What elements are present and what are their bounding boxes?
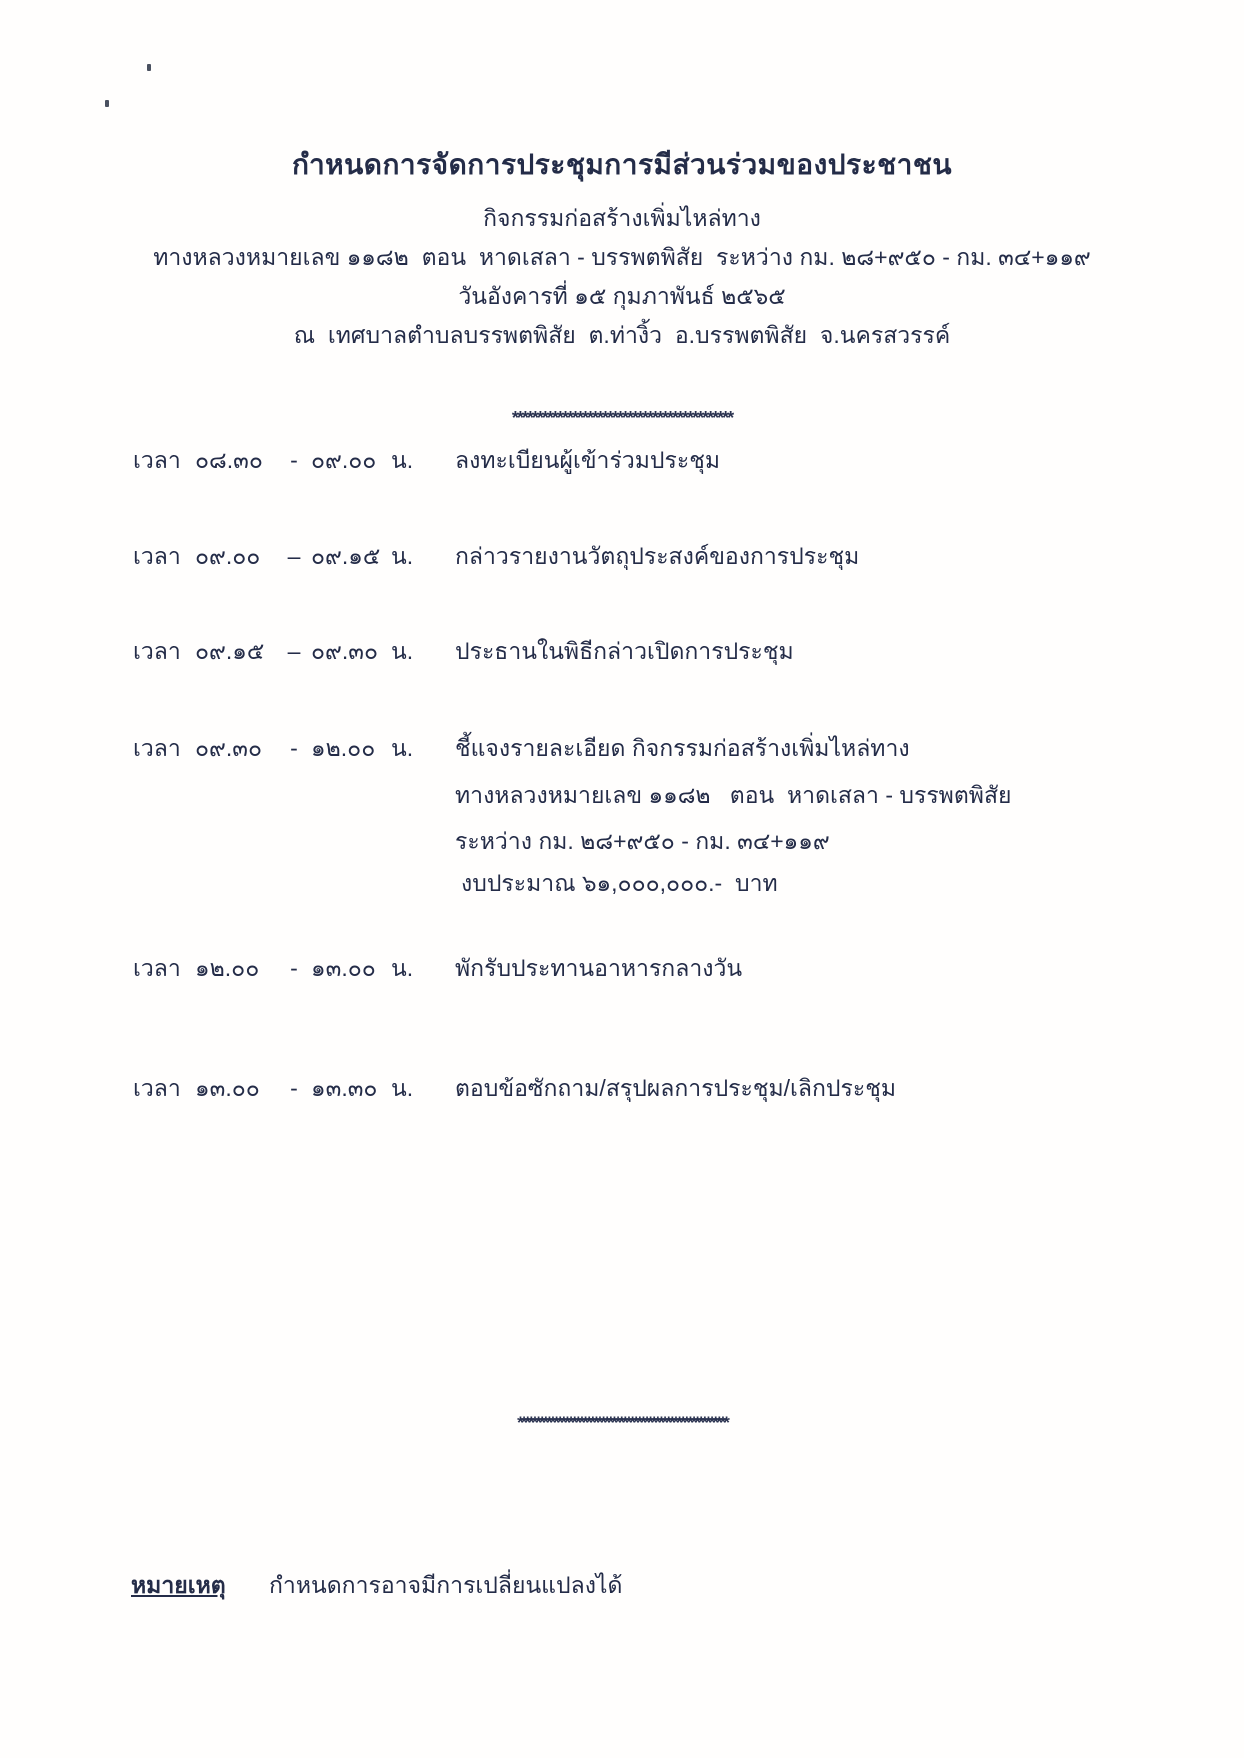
end-time: ๐๙.๑๕ (311, 543, 381, 569)
time-dash: – (287, 543, 301, 569)
time-label: เวลา (133, 955, 181, 981)
end-time: ๑๓.๓๐ (311, 1075, 378, 1101)
header-date-line: วันอังคารที่ ๑๕ กุมภาพันธ์ ๒๕๖๕ (458, 283, 786, 309)
unit-label: น. (391, 735, 414, 761)
time-label: เวลา (133, 735, 181, 761)
start-time: ๑๒.๐๐ (195, 955, 260, 981)
header-route-line: ทางหลวงหมายเลข ๑๑๘๒ ตอน หาดเสลา - บรรพตพิสัย ระหว่าง กม. ๒๘+๙๕๐ - กม. ๓๔+๑๑๙ (153, 244, 1091, 270)
start-time: ๐๙.๓๐ (195, 735, 263, 761)
activity-text: ตอบข้อซักถาม/สรุปผลการประชุม/เลิกประชุม (455, 1075, 896, 1101)
note-label: หมายเหตุ (131, 1572, 226, 1598)
time-label: เวลา (133, 638, 181, 664)
schedule-row-4 (133, 731, 1214, 767)
time-dash: - (290, 1075, 298, 1101)
separator-top: ******************************************** (511, 408, 733, 428)
activity-text: พักรับประทานอาหารกลางวัน (455, 955, 743, 981)
start-time: ๑๓.๐๐ (195, 1075, 260, 1101)
schedule-row-1 (133, 443, 1214, 479)
activity-text: ประธานในพิธีกล่าวเปิดการประชุม (455, 638, 794, 664)
time-label: เวลา (133, 1075, 181, 1101)
unit-label: น. (391, 1075, 414, 1101)
activity-detail-line: ทางหลวงหมายเลข ๑๑๘๒ ตอน หาดเสลา - บรรพตพิสัย (455, 782, 1012, 808)
time-label: เวลา (133, 543, 181, 569)
unit-label: น. (391, 543, 414, 569)
activity-text: ลงทะเบียนผู้เข้าร่วมประชุม (455, 447, 720, 473)
activity-detail-line: งบประมาณ ๖๑,๐๐๐,๐๐๐.- บาท (461, 870, 778, 896)
activity-detail-line: ระหว่าง กม. ๒๘+๙๕๐ - กม. ๓๔+๑๑๙ (455, 828, 830, 854)
end-time: ๑๒.๐๐ (311, 735, 376, 761)
time-dash: – (287, 638, 301, 664)
scan-speck (147, 64, 151, 71)
scan-speck (105, 100, 109, 107)
header-subtitle: กิจกรรมก่อสร้างเพิ่มไหล่ทาง (483, 205, 761, 231)
time-label: เวลา (133, 447, 181, 473)
page-title: กำหนดการจัดการประชุมการมีส่วนร่วมของประชาชน (292, 149, 952, 180)
start-time: ๐๙.๑๕ (195, 638, 265, 664)
separator-bottom: ********************************************************** (517, 1413, 727, 1432)
end-time: ๑๓.๐๐ (311, 955, 376, 981)
unit-label: น. (391, 955, 414, 981)
end-time: ๐๙.๓๐ (311, 638, 379, 664)
schedule-row-5 (133, 951, 1214, 987)
schedule-row-6 (133, 1071, 1214, 1107)
time-dash: - (290, 955, 298, 981)
start-time: ๐๙.๐๐ (195, 543, 261, 569)
end-time: ๐๙.๐๐ (311, 447, 377, 473)
activity-text: ชี้แจงรายละเอียด กิจกรรมก่อสร้างเพิ่มไหล่ทาง (455, 735, 910, 761)
unit-label: น. (391, 638, 414, 664)
note-text: กำหนดการอาจมีการเปลี่ยนแปลงได้ (269, 1572, 623, 1598)
activity-text: กล่าวรายงานวัตถุประสงค์ของการประชุม (455, 543, 860, 569)
header-venue-line: ณ เทศบาลตำบลบรรพตพิสัย ต.ท่างิ้ว อ.บรรพตพิสัย จ.นครสวรรค์ (293, 322, 951, 348)
time-dash: - (290, 447, 298, 473)
time-dash: - (290, 735, 298, 761)
schedule-row-2 (133, 539, 1214, 575)
start-time: ๐๘.๓๐ (195, 447, 263, 473)
schedule-row-3 (133, 634, 1214, 670)
unit-label: น. (391, 447, 414, 473)
